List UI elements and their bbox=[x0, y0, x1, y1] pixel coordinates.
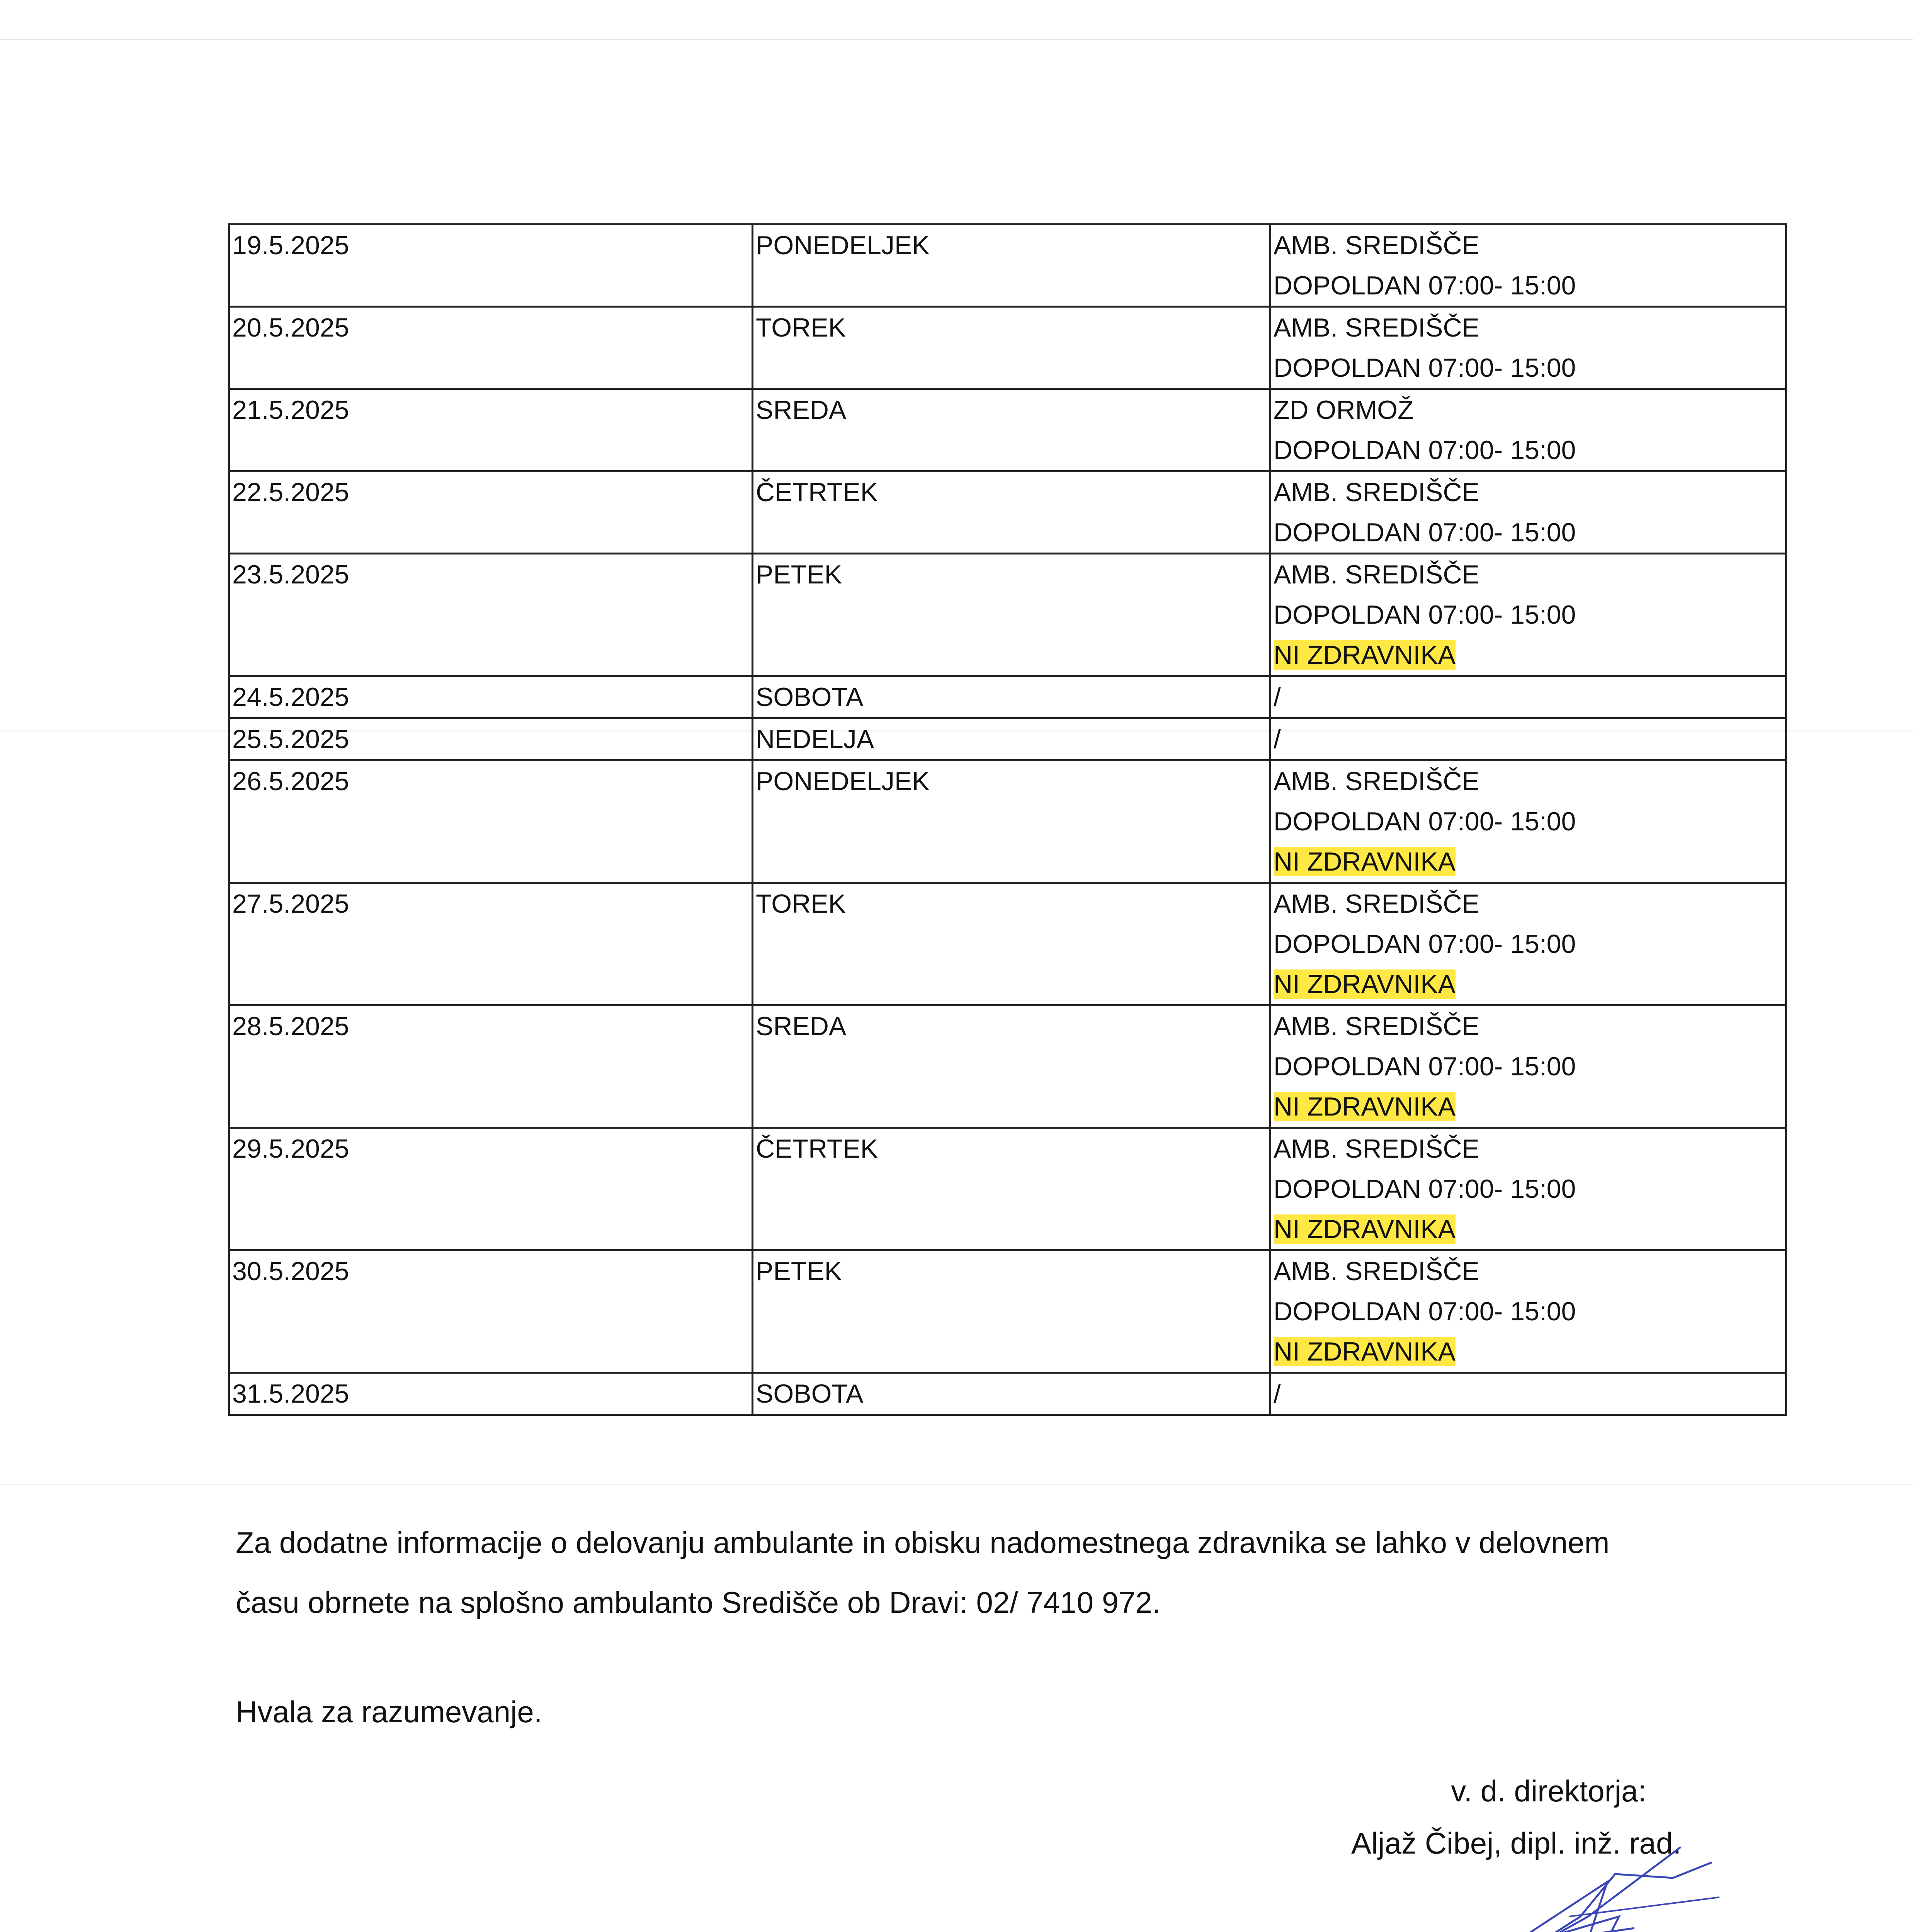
schedule-row bbox=[229, 1373, 1786, 1415]
schedule-date: 27.5.2025 bbox=[229, 883, 753, 1005]
schedule-date: 24.5.2025 bbox=[229, 676, 753, 718]
schedule-day: SOBOTA bbox=[753, 1373, 1270, 1415]
schedule-location-line: DOPOLDAN 07:00- 15:00 bbox=[1274, 518, 1576, 547]
schedule-row bbox=[229, 1128, 1786, 1250]
schedule-day: SREDA bbox=[753, 1005, 1270, 1128]
schedule-day: PONEDELJEK bbox=[753, 224, 1270, 307]
schedule-row bbox=[229, 676, 1786, 718]
schedule-date: 21.5.2025 bbox=[229, 389, 753, 471]
schedule-location-line: AMB. SREDIŠČE bbox=[1274, 1257, 1479, 1286]
schedule-location-line: DOPOLDAN 07:00- 15:00 bbox=[1274, 807, 1576, 836]
no-doctor-warning: NI ZDRAVNIKA bbox=[1274, 640, 1456, 670]
no-doctor-warning: NI ZDRAVNIKA bbox=[1274, 847, 1456, 876]
scan-artifact-line bbox=[0, 39, 1913, 40]
schedule-location-line: / bbox=[1274, 682, 1281, 712]
handwritten-signature bbox=[1480, 1839, 1750, 1932]
schedule-row bbox=[229, 307, 1786, 389]
info-note bbox=[236, 1513, 1781, 1633]
signature-stroke bbox=[1569, 1897, 1719, 1917]
schedule-location-line: DOPOLDAN 07:00- 15:00 bbox=[1274, 1297, 1576, 1326]
schedule-location bbox=[1270, 1250, 1786, 1373]
schedule-day: PETEK bbox=[753, 554, 1270, 676]
schedule-location bbox=[1270, 676, 1786, 718]
schedule-row bbox=[229, 718, 1786, 760]
schedule-location bbox=[1270, 1005, 1786, 1128]
info-note-line-2: času obrnete na splošno ambulanto Središče ob Dravi: 02/ 7410 972. bbox=[236, 1585, 1161, 1619]
schedule-date: 31.5.2025 bbox=[229, 1373, 753, 1415]
scan-artifact-line bbox=[0, 1484, 1913, 1485]
schedule-row bbox=[229, 883, 1786, 1005]
schedule-date: 28.5.2025 bbox=[229, 1005, 753, 1128]
schedule-day: PETEK bbox=[753, 1250, 1270, 1373]
schedule-location-line: AMB. SREDIŠČE bbox=[1274, 1012, 1479, 1041]
schedule-row bbox=[229, 1005, 1786, 1128]
schedule-location-line: DOPOLDAN 07:00- 15:00 bbox=[1274, 1052, 1576, 1081]
schedule-location-line: DOPOLDAN 07:00- 15:00 bbox=[1274, 271, 1576, 300]
schedule-day: TOREK bbox=[753, 883, 1270, 1005]
signatory-role: v. d. direktorja: bbox=[1451, 1774, 1646, 1808]
schedule-location-line: AMB. SREDIŠČE bbox=[1274, 889, 1479, 918]
schedule-row bbox=[229, 389, 1786, 471]
no-doctor-warning: NI ZDRAVNIKA bbox=[1274, 969, 1456, 999]
schedule-location-line: / bbox=[1274, 724, 1281, 754]
schedule-location-line: DOPOLDAN 07:00- 15:00 bbox=[1274, 929, 1576, 959]
schedule-location-line: ZD ORMOŽ bbox=[1274, 395, 1414, 425]
schedule-location-line: AMB. SREDIŠČE bbox=[1274, 231, 1479, 260]
schedule-row bbox=[229, 554, 1786, 676]
schedule-day: SREDA bbox=[753, 389, 1270, 471]
schedule-date: 25.5.2025 bbox=[229, 718, 753, 760]
schedule-day: ČETRTEK bbox=[753, 471, 1270, 554]
schedule-location bbox=[1270, 389, 1786, 471]
schedule-location bbox=[1270, 471, 1786, 554]
schedule-day: PONEDELJEK bbox=[753, 760, 1270, 883]
no-doctor-warning: NI ZDRAVNIKA bbox=[1274, 1214, 1456, 1244]
schedule-date: 22.5.2025 bbox=[229, 471, 753, 554]
schedule-day: SOBOTA bbox=[753, 676, 1270, 718]
schedule-location bbox=[1270, 760, 1786, 883]
schedule-location-line: DOPOLDAN 07:00- 15:00 bbox=[1274, 435, 1576, 465]
schedule-date: 30.5.2025 bbox=[229, 1250, 753, 1373]
schedule-date: 23.5.2025 bbox=[229, 554, 753, 676]
schedule-date: 19.5.2025 bbox=[229, 224, 753, 307]
schedule-location bbox=[1270, 718, 1786, 760]
schedule-date: 20.5.2025 bbox=[229, 307, 753, 389]
schedule-location-line: AMB. SREDIŠČE bbox=[1274, 767, 1479, 796]
info-note-line-1: Za dodatne informacije o delovanju ambulante in obisku nadomestnega zdravnika se lahko v delovnem bbox=[236, 1526, 1610, 1560]
schedule-day: ČETRTEK bbox=[753, 1128, 1270, 1250]
schedule-location bbox=[1270, 883, 1786, 1005]
no-doctor-warning: NI ZDRAVNIKA bbox=[1274, 1337, 1456, 1366]
schedule-location-line: AMB. SREDIŠČE bbox=[1274, 1134, 1479, 1163]
schedule-day: NEDELJA bbox=[753, 718, 1270, 760]
schedule-location-line: / bbox=[1274, 1379, 1281, 1408]
schedule-table bbox=[228, 223, 1787, 1416]
schedule-location-line: AMB. SREDIŠČE bbox=[1274, 313, 1479, 342]
schedule-location-line: AMB. SREDIŠČE bbox=[1274, 560, 1479, 589]
schedule-row bbox=[229, 471, 1786, 554]
schedule-location bbox=[1270, 1128, 1786, 1250]
schedule-date: 26.5.2025 bbox=[229, 760, 753, 883]
schedule-row bbox=[229, 760, 1786, 883]
signature-stroke bbox=[1484, 1882, 1634, 1932]
schedule-row bbox=[229, 224, 1786, 307]
signature-stroke bbox=[1526, 1847, 1712, 1932]
thanks-text: Hvala za razumevanje. bbox=[236, 1695, 542, 1729]
schedule-location bbox=[1270, 554, 1786, 676]
schedule-day: TOREK bbox=[753, 307, 1270, 389]
schedule-location bbox=[1270, 1373, 1786, 1415]
schedule-location-line: AMB. SREDIŠČE bbox=[1274, 478, 1479, 507]
schedule-row bbox=[229, 1250, 1786, 1373]
signatory-name: Aljaž Čibej, dipl. inž. rad. bbox=[1351, 1826, 1681, 1860]
schedule-location-line: DOPOLDAN 07:00- 15:00 bbox=[1274, 1174, 1576, 1204]
no-doctor-warning: NI ZDRAVNIKA bbox=[1274, 1092, 1456, 1121]
schedule-location-line: DOPOLDAN 07:00- 15:00 bbox=[1274, 600, 1576, 629]
schedule-location-line: DOPOLDAN 07:00- 15:00 bbox=[1274, 353, 1576, 383]
schedule-location bbox=[1270, 224, 1786, 307]
schedule-location bbox=[1270, 307, 1786, 389]
schedule-date: 29.5.2025 bbox=[229, 1128, 753, 1250]
